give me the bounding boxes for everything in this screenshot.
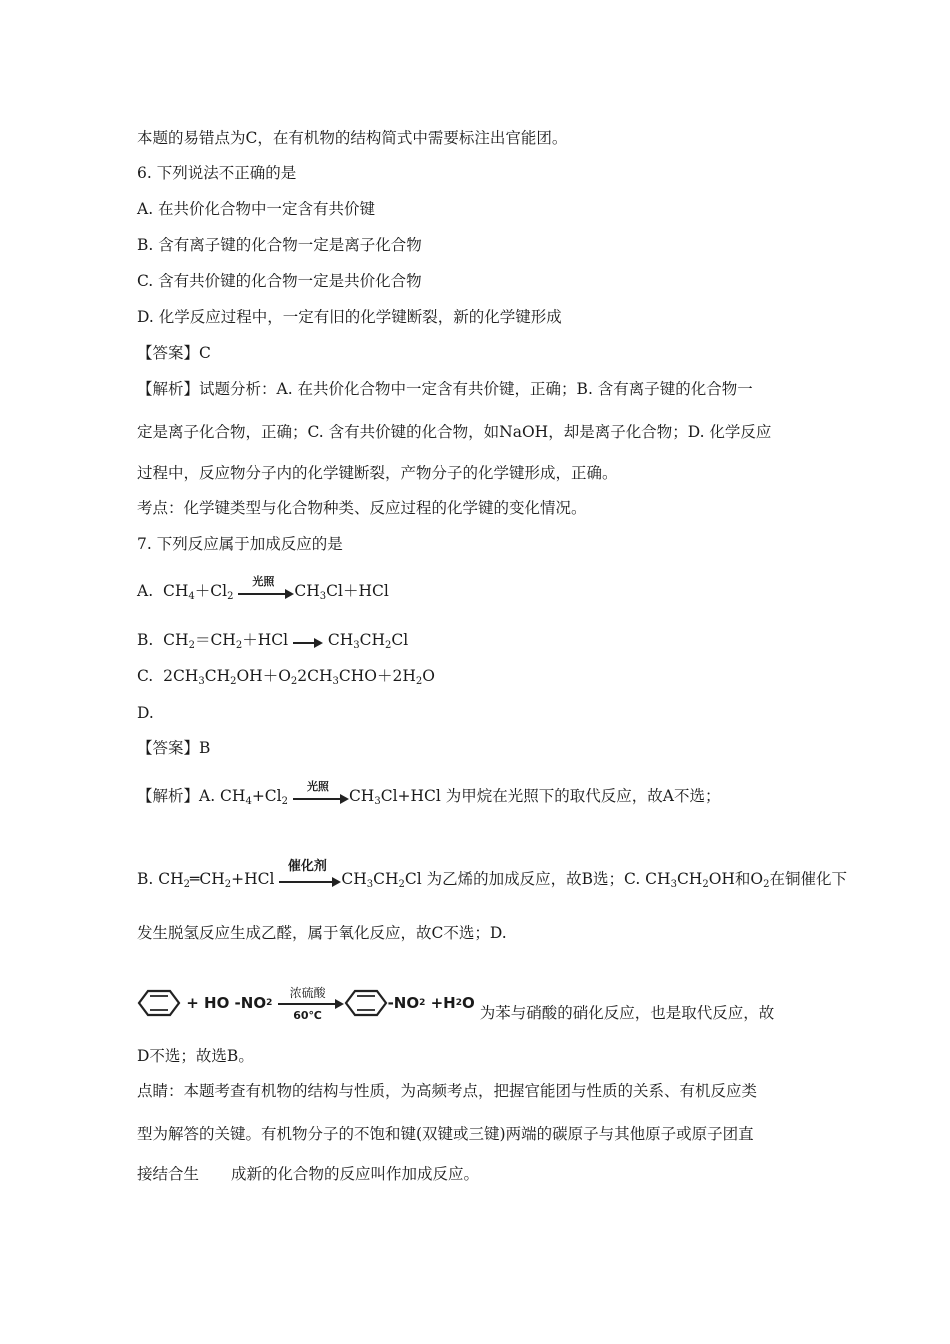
reaction-arrow (293, 631, 323, 651)
reaction-arrow (238, 575, 294, 602)
explanation-line: 发生脱氢反应生成乙醛，属于氧化反应，故C不选；D. (137, 924, 507, 942)
condition-label: 光照 (306, 780, 329, 793)
reaction-arrow (293, 780, 349, 807)
condition-label: 浓硫酸 (289, 986, 326, 1000)
option-d-empty: D. (137, 704, 154, 722)
nitration-reaction: + HO -NO 2 浓硫酸 60℃ -NO 2 +H 2 O 为苯与硝酸的硝化反应，也是取代反应，故 (137, 986, 774, 1020)
condition-label: 光照 (252, 575, 275, 588)
explanation-line: 定是离子化合物，正确；C. 含有共价键的化合物，如NaOH，却是离子化合物；D. 化学反应 (137, 423, 772, 441)
knowledge-point: 考点：化学键类型与化合物种类、反应过程的化学键的变化情况。 (137, 499, 587, 517)
option-b: B. 含有离子键的化合物一定是离子化合物 (137, 236, 422, 254)
answer-7: 【答案】B (137, 739, 211, 757)
question-6: 6. 下列说法不正确的是 (137, 164, 297, 182)
reaction-arrow (278, 986, 344, 1020)
benzene-ring-icon (137, 988, 181, 1018)
explanation-line: D不选；故选B。 (137, 1047, 254, 1065)
reaction-arrow (279, 859, 341, 890)
option-c: C. 含有共价键的化合物一定是共价化合物 (137, 272, 422, 290)
tip-line: 型为解答的关键。有机物分子的不饱和键(双键或三键)两端的碳原子与其他原子或原子团直 (137, 1125, 754, 1143)
explanation-line: 过程中，反应物分子内的化学键断裂，产物分子的化学键形成，正确。 (137, 464, 618, 482)
text-line: 本题的易错点为C，在有机物的结构简式中需要标注出官能团。 (137, 129, 568, 147)
option-a-reaction: A. $CH_4+Cl_2$ 光照 $CH_3Cl+HCl$ (137, 581, 389, 602)
tip-line: 接结合生 成新的化合物的反应叫作加成反应。 (137, 1165, 480, 1183)
explanation-a: 【解析】A. $CH_4+Cl_2$ 光照 $CH_3Cl+HCl$ 为甲烷在光照下的取代反应，故A不选； (137, 786, 720, 807)
option-a: A. 在共价化合物中一定含有共价键 (137, 200, 376, 218)
condition-label: 催化剂 (287, 859, 327, 874)
question-7: 7. 下列反应属于加成反应的是 (137, 535, 343, 553)
benzene-ring-icon (344, 988, 388, 1018)
explanation-b: B. $CH_2═CH_2+HCl$ 催化剂 $CH_3CH_2Cl$ 为乙烯的加成反应，故B选；C. $CH_3CH_2OH$和$O_2$在铜催化下 (137, 859, 848, 890)
explanation-line: 【解析】试题分析：A. 在共价化合物中一定含有共价键，正确；B. 含有离子键的化合物一 (137, 380, 753, 398)
condition-label: 60℃ (293, 1009, 322, 1022)
answer-6: 【答案】C (137, 344, 211, 362)
option-b-reaction: B. $CH_2=CH_2+HCl$ $CH_3CH_2Cl$ (137, 631, 409, 651)
tip-line: 点睛：本题考查有机物的结构与性质，为高频考点，把握官能团与性质的关系、有机反应类 (137, 1082, 758, 1100)
option-d: D. 化学反应过程中，一定有旧的化学键断裂，新的化学键形成 (137, 308, 562, 326)
option-c-reaction: C. $2CH_3CH_2OH+O_22CH_3CHO+2H_2O$ (137, 667, 435, 687)
